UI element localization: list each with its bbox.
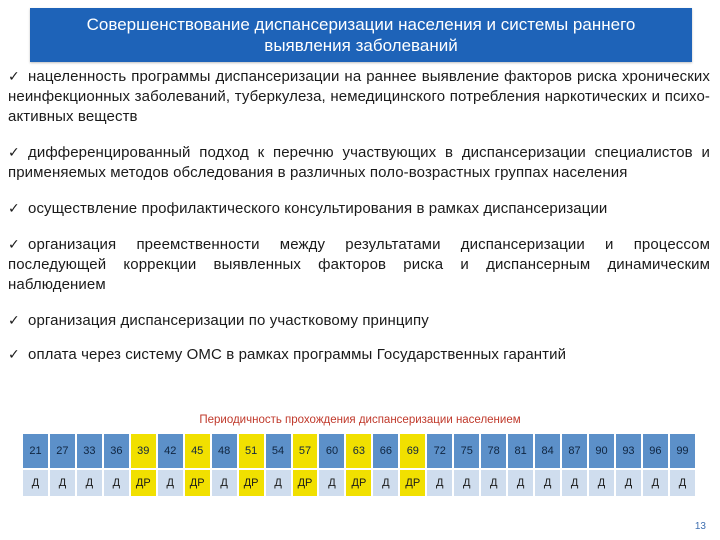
table-caption: Периодичность прохождения диспансеризации населением	[199, 414, 521, 426]
exam-type-cell: Д	[454, 470, 479, 496]
check-icon: ✓	[8, 347, 20, 363]
exam-type-cell: ДР	[185, 470, 210, 496]
bullet-text: организация преемственности между результатами диспансеризации и процессом последующей коррекции выявленных факторов риска и диспансерным динамическим наблюдением	[8, 236, 710, 293]
exam-type-cell: Д	[77, 470, 102, 496]
exam-type-cell: Д	[670, 470, 695, 496]
age-cell: 60	[319, 434, 344, 468]
check-icon: ✓	[8, 145, 20, 161]
age-cell: 21	[23, 434, 48, 468]
age-cell: 36	[104, 434, 129, 468]
bullet-text: организация диспансеризации по участковому принципу	[28, 312, 429, 329]
bullet-item	[8, 199, 710, 219]
exam-type-cell: Д	[427, 470, 452, 496]
exam-type-cell: ДР	[131, 470, 156, 496]
exam-type-cell: ДР	[346, 470, 371, 496]
age-cell: 54	[266, 434, 291, 468]
age-cell: 93	[616, 434, 641, 468]
age-cell: 99	[670, 434, 695, 468]
exam-type-cell: ДР	[293, 470, 318, 496]
check-icon: ✓	[8, 237, 20, 253]
age-cell: 51	[239, 434, 264, 468]
bullet-item	[8, 235, 710, 295]
page-number: 13	[694, 521, 706, 532]
age-cell: 75	[454, 434, 479, 468]
age-cell: 45	[185, 434, 210, 468]
exam-type-cell: ДР	[239, 470, 264, 496]
age-cell: 81	[508, 434, 533, 468]
age-cell: 78	[481, 434, 506, 468]
exam-type-row	[23, 470, 695, 496]
exam-type-cell: Д	[616, 470, 641, 496]
age-cell: 72	[427, 434, 452, 468]
exam-type-cell: Д	[508, 470, 533, 496]
exam-type-cell: Д	[643, 470, 668, 496]
exam-type-cell: Д	[535, 470, 560, 496]
bullet-item	[8, 311, 710, 331]
slide-title: Совершенствование диспансеризации населения и системы раннего выявления заболеваний	[86, 15, 636, 55]
exam-type-cell: Д	[50, 470, 75, 496]
exam-type-cell: Д	[562, 470, 587, 496]
exam-type-cell: Д	[319, 470, 344, 496]
age-cell: 57	[293, 434, 318, 468]
age-cell: 69	[400, 434, 425, 468]
bullet-item	[8, 67, 710, 127]
age-cell: 27	[50, 434, 75, 468]
age-cell: 33	[77, 434, 102, 468]
age-cell: 84	[535, 434, 560, 468]
age-cell: 90	[589, 434, 614, 468]
exam-type-cell: Д	[104, 470, 129, 496]
bullet-item	[8, 345, 710, 365]
exam-type-cell: Д	[266, 470, 291, 496]
age-cell: 42	[158, 434, 183, 468]
bullet-item	[8, 143, 710, 183]
bullet-text: оплата через систему ОМС в рамках программы Государственных гарантий	[28, 346, 567, 363]
check-icon: ✓	[8, 313, 20, 329]
check-icon: ✓	[8, 69, 20, 85]
age-cell: 63	[346, 434, 371, 468]
periodicity-table	[21, 432, 697, 498]
bullet-text: дифференцированный подход к перечню участвующих в диспансеризации специалистов и применяемых методов обследования в различных поло-возрастных группах населения	[8, 144, 710, 181]
age-cell: 87	[562, 434, 587, 468]
bullet-list	[8, 67, 710, 377]
age-row	[23, 434, 695, 468]
age-cell: 39	[131, 434, 156, 468]
age-cell: 66	[373, 434, 398, 468]
exam-type-cell: ДР	[400, 470, 425, 496]
exam-type-cell: Д	[158, 470, 183, 496]
exam-type-cell: Д	[589, 470, 614, 496]
title-banner	[30, 8, 692, 62]
bullet-text: нацеленность программы диспансеризации на раннее выявление факторов риска хронических неинфекционных заболеваний, туберкулеза, немедицинского потребления наркотических и психо-активных веществ	[8, 68, 710, 125]
check-icon: ✓	[8, 201, 20, 217]
age-cell: 96	[643, 434, 668, 468]
exam-type-cell: Д	[373, 470, 398, 496]
exam-type-cell: Д	[481, 470, 506, 496]
bullet-text: осуществление профилактического консультирования в рамках диспансеризации	[28, 200, 608, 217]
age-cell: 48	[212, 434, 237, 468]
exam-type-cell: Д	[23, 470, 48, 496]
exam-type-cell: Д	[212, 470, 237, 496]
